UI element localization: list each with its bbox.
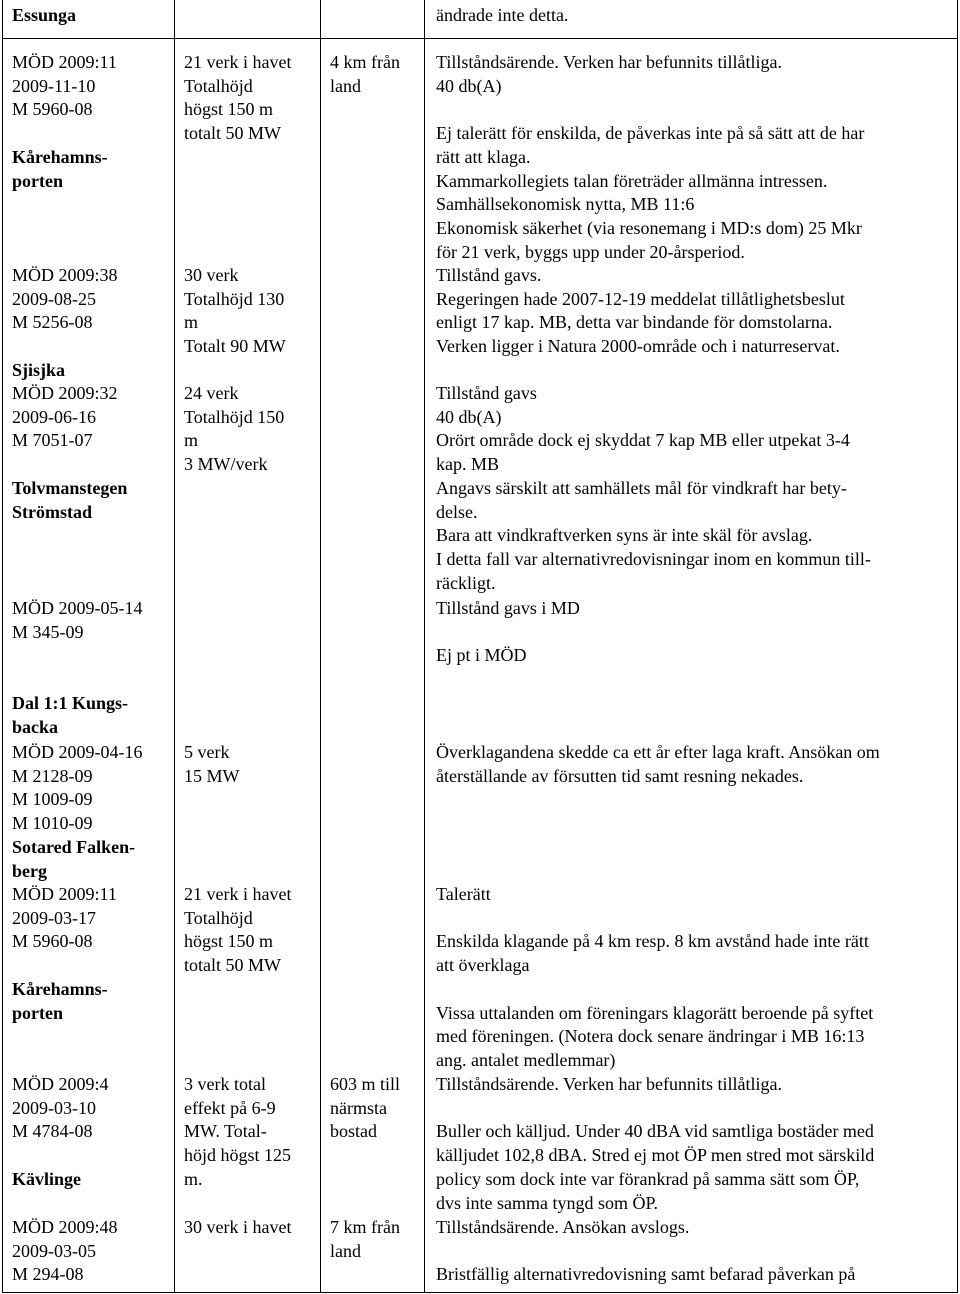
cell-line: [12, 335, 118, 359]
cell-line: 21 verk i havet: [184, 884, 292, 904]
table-cell-kommentar: [436, 4, 568, 28]
table-cell-anlaggning: [184, 264, 286, 359]
cell-line: porten: [12, 1002, 63, 1023]
table-cell-kammare: [12, 382, 127, 524]
cell-line: [436, 907, 873, 931]
cell-line: Kårehamns-: [12, 146, 108, 167]
cell-line: Tillstånd gavs: [436, 383, 537, 403]
cell-line: räckligt.: [436, 572, 496, 593]
cell-line: MÖD 2009:32: [12, 383, 118, 403]
cell-line: ang. antalet medlemmar): [436, 1049, 616, 1070]
cell-line: 2009-03-17: [12, 907, 96, 928]
table-cell-kammare: [12, 883, 117, 1025]
cell-line: Ej talerätt för enskilda, de påverkas inte på så sätt att de har: [436, 123, 865, 144]
cell-line: M 4784-08: [12, 1121, 93, 1142]
cell-line: M 5960-08: [12, 931, 93, 952]
cell-line: Tillstånd gavs i MD: [436, 598, 580, 618]
cell-line: Totalhöjd: [184, 907, 253, 928]
cell-line: M 345-09: [12, 621, 84, 642]
cell-line: 24 verk: [184, 383, 239, 403]
table-cell-kommentar: [436, 264, 845, 359]
cell-line: Enskilda klagande på 4 km resp. 8 km avstånd hade inte rätt: [436, 931, 869, 952]
cell-line: Talerätt: [436, 884, 491, 904]
table-cell-kommentar: [436, 1216, 855, 1287]
cell-line: enligt 17 kap. MB, detta var bindande för domstolarna.: [436, 312, 833, 333]
table-cell-kommentar: [436, 51, 864, 264]
cell-line: m: [184, 312, 199, 333]
cell-line: Bristfällig alternativredovisning samt befarad påverkan på: [436, 1264, 856, 1285]
cell-line: [12, 644, 143, 668]
cell-line: M 1010-09: [12, 813, 93, 834]
cell-line: porten: [12, 170, 63, 191]
cell-line: M 5960-08: [12, 99, 93, 120]
cell-line: m.: [184, 1168, 203, 1189]
cell-line: 15 MW: [184, 765, 240, 786]
cell-line: Sjisjka: [12, 359, 66, 380]
table-rule: [2, 38, 958, 39]
cell-line: rätt att klaga.: [436, 146, 531, 167]
cell-line: [12, 954, 117, 978]
table-cell-avstand: [330, 51, 400, 98]
cell-line: högst 150 m: [184, 99, 274, 120]
table-rule: [174, 0, 175, 1293]
cell-line: Totalhöjd 130: [184, 288, 285, 309]
cell-line: Kårehamns-: [12, 978, 108, 999]
cell-line: delse.: [436, 501, 478, 522]
cell-line: 7 km från: [330, 1217, 400, 1237]
cell-line: att överklaga: [436, 955, 530, 976]
cell-line: 40 db(A): [436, 406, 502, 427]
table-cell-kommentar: [436, 741, 880, 788]
cell-line: [436, 978, 873, 1002]
cell-line: Tillståndsärende. Verken har befunnits tillåtliga.: [436, 1074, 782, 1094]
table-cell-avstand: [330, 1073, 400, 1144]
cell-line: Totalt 90 MW: [184, 336, 286, 357]
cell-line: Buller och källjud. Under 40 dBA vid samtliga bostäder med: [436, 1121, 874, 1142]
cell-line: I detta fall var alternativredovisningar inom en kommun till-: [436, 548, 871, 569]
table-cell-anlaggning: [184, 382, 284, 477]
cell-line: Överklagandena skedde ca ett år efter laga kraft. Ansökan om: [436, 742, 880, 762]
cell-line: 2009-11-10: [12, 75, 96, 96]
cell-line: M 294-08: [12, 1264, 84, 1285]
cell-line: m: [184, 430, 199, 451]
cell-line: 30 verk i havet: [184, 1217, 292, 1237]
table-cell-anlaggning: [184, 741, 240, 788]
cell-line: MÖD 2009:11: [12, 884, 117, 904]
cell-line: Tolvmanstegen: [12, 477, 128, 498]
cell-line: [12, 1144, 109, 1168]
cell-line: MÖD 2009:48: [12, 1217, 118, 1237]
cell-line: [12, 668, 143, 692]
cell-line: Ekonomisk säkerhet (via resonemang i MD:s dom) 25 Mkr: [436, 217, 862, 238]
table-cell-kommentar: [436, 883, 873, 1073]
cell-line: kap. MB: [436, 454, 499, 475]
cell-line: effekt på 6-9: [184, 1097, 276, 1118]
cell-line: 40 db(A): [436, 75, 502, 96]
cell-line: 603 m till: [330, 1074, 401, 1094]
cell-line: [12, 122, 117, 146]
cell-line: Totalhöjd: [184, 75, 253, 96]
cell-line: [12, 453, 127, 477]
cell-line: Angavs särskilt att samhällets mål för vindkraft har bety-: [436, 477, 847, 498]
cell-line: M 2128-09: [12, 765, 93, 786]
cell-line: backa: [12, 716, 59, 737]
cell-line: för 21 verk, byggs upp under 20-årsperiod.: [436, 241, 745, 262]
table-cell-kommentar: [436, 1073, 874, 1215]
cell-line: MÖD 2009-04-16: [12, 742, 143, 762]
table-rule: [2, 1292, 958, 1293]
cell-line: Strömstad: [12, 501, 92, 522]
table-cell-avstand: [330, 1216, 400, 1263]
cell-line: Totalhöjd 150: [184, 406, 285, 427]
cell-line: högst 150 m: [184, 931, 274, 952]
cell-line: höjd högst 125: [184, 1145, 292, 1166]
cell-line: källjudet 102,8 dBA. Stred ej mot ÖP men stred mot särskild: [436, 1145, 875, 1166]
cell-line: M 7051-07: [12, 430, 93, 451]
cell-line: MÖD 2009:38: [12, 265, 118, 285]
table-cell-kommentar: [436, 597, 580, 668]
cell-line: Kävlinge: [12, 1168, 82, 1189]
cell-line: Dal 1:1 Kungs-: [12, 692, 129, 713]
cell-line: bostad: [330, 1121, 377, 1142]
cell-line: Tillståndsärende. Ansökan avslogs.: [436, 1217, 690, 1237]
cell-line: Kammarkollegiets talan företräder allmänna intressen.: [436, 170, 828, 191]
table-cell-anlaggning: [184, 1073, 291, 1192]
cell-line: Samhällsekonomisk nytta, MB 11:6: [436, 194, 695, 215]
table-cell-kammare: [12, 1073, 109, 1192]
cell-line: MÖD 2009:11: [12, 52, 117, 72]
table-cell-kammare: [12, 4, 76, 28]
cell-line: berg: [12, 860, 47, 881]
table-cell-kammare: [12, 1216, 118, 1287]
cell-line: Vissa uttalanden om föreningars klagorätt beroende på syftet: [436, 1002, 874, 1023]
cell-line: MÖD 2009:4: [12, 1074, 109, 1094]
cell-line: totalt 50 MW: [184, 123, 281, 144]
cell-line: återställande av försutten tid samt resning nekades.: [436, 765, 804, 786]
cell-line: 2009-03-10: [12, 1097, 96, 1118]
cell-line: Regeringen hade 2007-12-19 meddelat tillåtlighetsbeslut: [436, 288, 845, 309]
table-rule: [2, 0, 3, 1293]
cell-line: [436, 1240, 855, 1264]
cell-line: Essunga: [12, 5, 77, 25]
cell-line: land: [330, 1240, 361, 1261]
cell-line: MÖD 2009-05-14: [12, 598, 143, 618]
cell-line: M 5256-08: [12, 312, 93, 333]
cell-line: totalt 50 MW: [184, 955, 281, 976]
table-rule: [424, 0, 425, 1293]
table-cell-kammare: [12, 741, 143, 883]
table-rule: [957, 0, 958, 1293]
cell-line: 2009-06-16: [12, 406, 96, 427]
table-cell-anlaggning: [184, 1216, 291, 1240]
table-cell-anlaggning: [184, 51, 291, 146]
cell-line: 3 MW/verk: [184, 454, 268, 475]
cell-line: Ej pt i MÖD: [436, 645, 527, 666]
cell-line: land: [330, 75, 361, 96]
cell-line: M 1009-09: [12, 789, 93, 810]
table-cell-kammare: [12, 51, 117, 193]
cell-line: 30 verk: [184, 265, 239, 285]
cell-line: med föreningen. (Notera dock senare ändringar i MB 16:13: [436, 1026, 865, 1047]
cell-line: Tillståndsärende. Verken har befunnits tillåtliga.: [436, 52, 782, 72]
cell-line: Orört område dock ej skyddat 7 kap MB eller utpekat 3-4: [436, 430, 850, 451]
cell-line: policy som dock inte var förankrad på samma sätt som ÖP,: [436, 1168, 860, 1189]
cell-line: 5 verk: [184, 742, 230, 762]
cell-line: 21 verk i havet: [184, 52, 292, 72]
cell-line: närmsta: [330, 1097, 387, 1118]
cell-line: 3 verk total: [184, 1074, 266, 1094]
cell-line: 2009-03-05: [12, 1240, 96, 1261]
cell-line: Sotared Falken-: [12, 836, 136, 857]
table-cell-kammare: [12, 597, 143, 739]
cell-line: Verken ligger i Natura 2000-område och i naturreservat.: [436, 336, 840, 357]
cell-line: [436, 621, 580, 645]
table-cell-anlaggning: [184, 883, 291, 978]
cell-line: [436, 98, 864, 122]
cell-line: 4 km från: [330, 52, 400, 72]
cell-line: MW. Total-: [184, 1121, 267, 1142]
table-rule: [320, 0, 321, 1293]
table-cell-kammare: [12, 264, 118, 383]
cell-line: ändrade inte detta.: [436, 5, 569, 25]
cell-line: dvs inte samma tyngd som ÖP.: [436, 1192, 659, 1213]
cell-line: [436, 1097, 874, 1121]
cell-line: Tillstånd gavs.: [436, 265, 542, 285]
table-cell-kommentar: [436, 382, 871, 595]
cell-line: 2009-08-25: [12, 288, 96, 309]
cell-line: Bara att vindkraftverken syns är inte skäl för avslag.: [436, 525, 813, 546]
